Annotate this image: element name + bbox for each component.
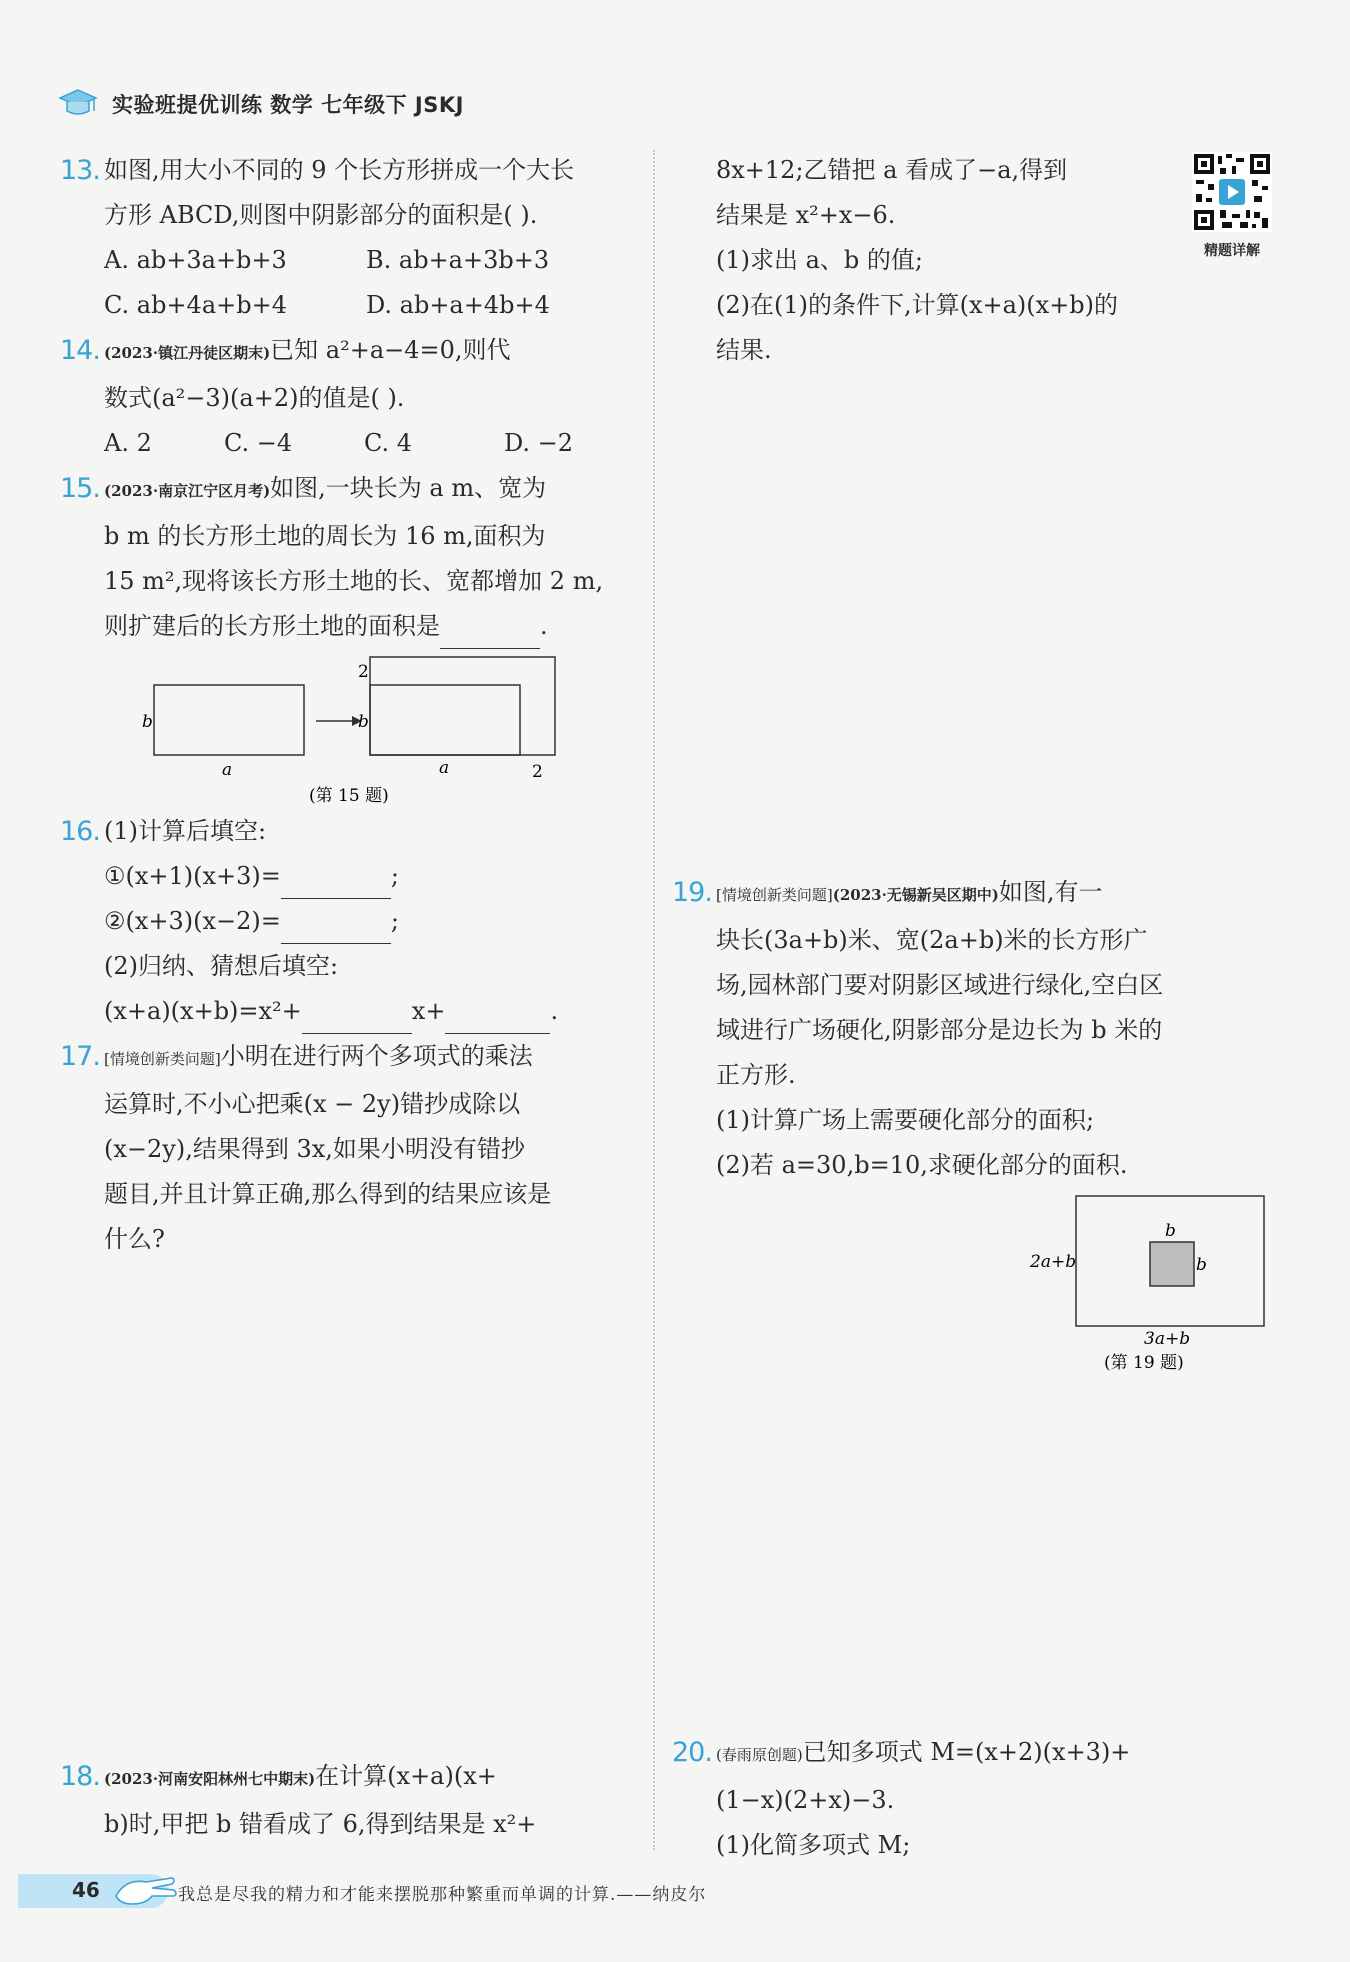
options-row	[104, 238, 650, 283]
answer-blank[interactable]	[302, 1003, 412, 1034]
question-number: 13.	[60, 155, 100, 186]
label-a: a	[222, 760, 233, 780]
question-number: 20.	[672, 1737, 712, 1768]
answer-blank[interactable]	[281, 913, 391, 944]
question-text: 如图,用大小不同的 9 个长方形拼成一个大长	[104, 156, 575, 184]
question-text: 数式(a²−3)(a+2)的值是( ).	[104, 384, 405, 412]
question-text: 什么?	[104, 1225, 165, 1253]
question-text: b)时,甲把 b 错看成了 6,得到结果是 x²+	[104, 1810, 537, 1838]
column-divider	[653, 150, 655, 1850]
question-19	[672, 870, 1326, 1382]
inner-rect	[370, 685, 520, 755]
source-tag: (2023·南京江宁区月考)	[104, 482, 271, 500]
option-b: C. −4	[224, 429, 293, 457]
question-text: 8x+12;乙错把 a 看成了−a,得到	[716, 156, 1068, 184]
question-text: 运算时,不小心把乘(x − 2y)错抄成除以	[104, 1090, 521, 1118]
page-header	[58, 84, 464, 124]
question-text: 已知多项式 M=(x+2)(x+3)+	[802, 1738, 1131, 1766]
answer-blank[interactable]	[281, 868, 391, 899]
option-a: A. ab+3a+b+3	[104, 246, 287, 274]
question-text: (1)计算广场上需要硬化部分的面积;	[716, 1106, 1095, 1134]
question-number: 16.	[60, 816, 100, 847]
punctuation: .	[540, 612, 548, 640]
question-text: (2)若 a=30,b=10,求硬化部分的面积.	[716, 1151, 1128, 1179]
option-b: B. ab+a+3b+3	[366, 246, 550, 274]
figure-19	[1014, 1192, 1284, 1382]
page-footer	[18, 1866, 1332, 1916]
question-14	[60, 328, 650, 466]
question-13	[60, 148, 650, 328]
option-a: A. 2	[104, 429, 152, 457]
question-16	[60, 809, 650, 1034]
question-text: 块长(3a+b)米、宽(2a+b)米的长方形广	[716, 926, 1148, 954]
expanded-rect	[370, 657, 555, 755]
option-d: D. ab+a+4b+4	[366, 291, 550, 319]
question-number: 15.	[60, 473, 100, 504]
question-20	[672, 1730, 1326, 1868]
question-18	[60, 1754, 694, 1847]
question-text: 正方形.	[716, 1061, 796, 1089]
right-column	[672, 148, 1282, 1859]
answer-blank[interactable]	[440, 618, 540, 649]
question-text: (1)计算后填空:	[104, 817, 267, 845]
figure-caption: (第 15 题)	[309, 786, 389, 806]
shaded-square	[1150, 1242, 1194, 1286]
punctuation: ;	[390, 907, 399, 935]
graduation-cap-icon	[58, 87, 98, 121]
qr-label: 精题详解	[1204, 243, 1260, 259]
option-c: C. 4	[364, 429, 413, 457]
question-text: (1)化简多项式 M;	[716, 1831, 911, 1859]
question-text: 在计算(x+a)(x+	[315, 1762, 497, 1790]
question-text: (x+a)(x+b)=x²+	[104, 997, 302, 1025]
label-width: 2a+b	[1030, 1252, 1077, 1272]
question-17	[60, 1034, 650, 1262]
question-text: (2)在(1)的条件下,计算(x+a)(x+b)的	[716, 291, 1119, 319]
question-text: 如图,有一	[998, 878, 1103, 906]
source-tag: (2023·镇江丹徒区期末)	[104, 344, 271, 362]
question-text: ②(x+3)(x−2)=	[104, 907, 281, 935]
question-text: (1)求出 a、b 的值;	[716, 246, 924, 274]
question-text: 如图,一块长为 a m、宽为	[270, 474, 547, 502]
category-tag: [情境创新类问题]	[104, 1050, 221, 1068]
footer-quote: 我总是尽我的精力和才能来摆脱那种繁重而单调的计算.——纳皮尔	[178, 1885, 707, 1905]
question-text: 方形 ABCD,则图中阴影部分的面积是( ).	[104, 201, 538, 229]
options-row	[104, 283, 650, 328]
label-b: b	[142, 712, 153, 732]
question-text: (1−x)(2+x)−3.	[716, 1786, 895, 1814]
label-length: 3a+b	[1144, 1329, 1191, 1349]
question-15	[60, 466, 650, 805]
option-d: D. −2	[504, 429, 574, 457]
question-text: b m 的长方形土地的周长为 16 m,面积为	[104, 522, 546, 550]
options-row	[104, 421, 650, 466]
question-number: 14.	[60, 335, 100, 366]
question-number: 19.	[672, 877, 712, 908]
question-text: ①(x+1)(x+3)=	[104, 862, 281, 890]
left-column	[60, 148, 650, 1838]
question-text: 结果.	[716, 336, 772, 364]
original-rect	[154, 685, 304, 755]
label-b-right: b	[1196, 1255, 1207, 1275]
question-text: 域进行广场硬化,阴影部分是边长为 b 米的	[716, 1016, 1163, 1044]
page-number: 46	[72, 1878, 100, 1902]
question-text: (2)归纳、猜想后填空:	[104, 952, 339, 980]
category-tag: (春雨原创题)	[716, 1746, 803, 1764]
answer-blank[interactable]	[445, 1003, 550, 1034]
label-b-2: b	[358, 712, 369, 732]
label-b-top: b	[1165, 1221, 1176, 1241]
qr-code-block[interactable]	[1192, 152, 1272, 260]
book-title: 实验班提优训练 数学 七年级下 JSKJ	[112, 93, 464, 117]
question-text: 小明在进行两个多项式的乘法	[220, 1042, 533, 1070]
question-text: 题目,并且计算正确,那么得到的结果应该是	[104, 1180, 552, 1208]
label-2-top: 2	[358, 662, 369, 682]
punctuation: ;	[390, 862, 399, 890]
question-text: 结果是 x²+x−6.	[716, 201, 896, 229]
question-text: x+	[411, 997, 446, 1025]
question-text: (x−2y),结果得到 3x,如果小明没有错抄	[104, 1135, 525, 1163]
question-number: 18.	[60, 1761, 100, 1792]
punctuation: .	[550, 997, 559, 1025]
label-a-2: a	[439, 758, 450, 778]
question-text: 15 m²,现将该长方形土地的长、宽都增加 2 m,	[104, 567, 604, 595]
question-number: 17.	[60, 1041, 100, 1072]
figure-caption: (第 19 题)	[1104, 1353, 1184, 1373]
question-text: 已知 a²+a−4=0,则代	[270, 336, 511, 364]
question-text: 场,园林部门要对阴影区域进行绿化,空白区	[716, 971, 1164, 999]
source-tag: (2023·河南安阳林州七中期末)	[104, 1770, 316, 1788]
question-text: 则扩建后的长方形土地的面积是	[104, 612, 440, 640]
figure-15	[114, 655, 543, 806]
hand-pointer-icon	[110, 1866, 180, 1910]
source-tag: (2023·无锡新吴区期中)	[832, 886, 999, 904]
category-tag: [情境创新类问题]	[716, 886, 833, 904]
qr-code-icon[interactable]	[1192, 152, 1272, 232]
question-18-continued	[672, 148, 1282, 373]
label-2-right: 2	[532, 762, 543, 782]
option-c: C. ab+4a+b+4	[104, 291, 287, 319]
